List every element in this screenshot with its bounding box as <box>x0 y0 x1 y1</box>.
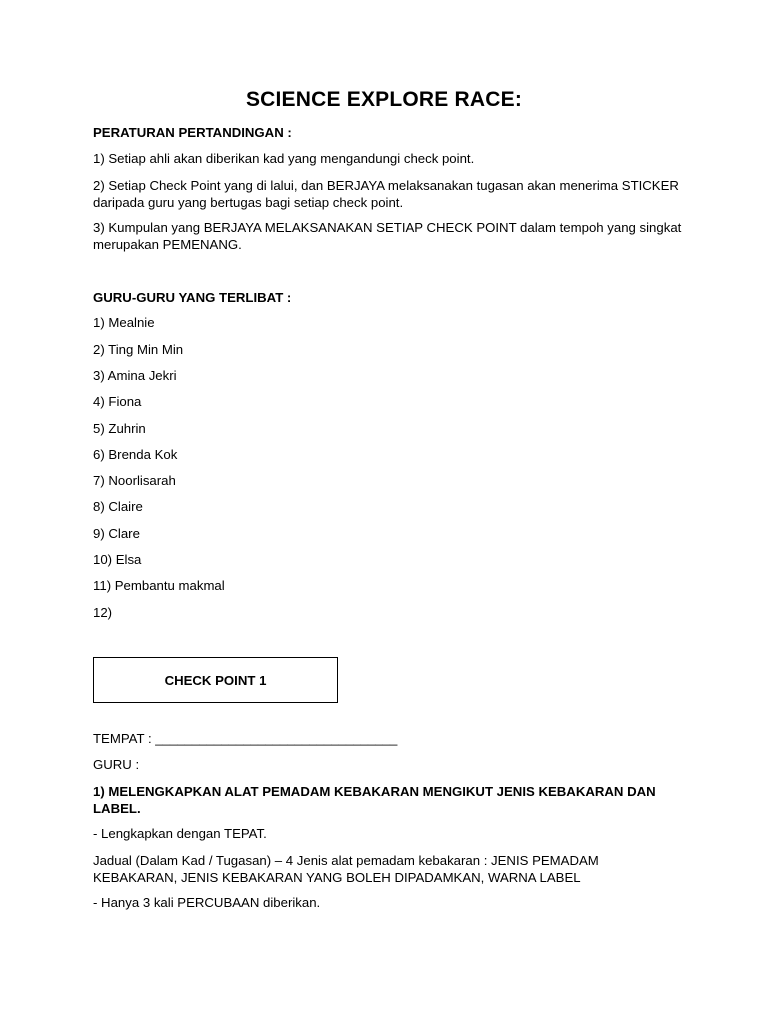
rules-heading: PERATURAN PERTANDINGAN : <box>93 125 292 140</box>
task-note: - Lengkapkan dengan TEPAT. <box>93 826 267 841</box>
page-title: SCIENCE EXPLORE RACE: <box>245 88 523 111</box>
teacher-item: 5) Zuhrin <box>93 421 146 436</box>
teacher-item: 7) Noorlisarah <box>93 473 176 488</box>
rule-item: 2) Setiap Check Point yang di lalui, dan BERJAYA melaksanakan tugasan akan menerima STICKER daripada guru yang bertugas bagi setiap check point. <box>93 178 679 210</box>
tempat-line: TEMPAT : _________________________________ <box>93 731 398 746</box>
teacher-item: 4) Fiona <box>93 394 142 409</box>
teacher-item: 6) Brenda Kok <box>93 447 178 462</box>
teacher-item: 11) Pembantu makmal <box>93 578 225 593</box>
task-heading: 1) MELENGKAPKAN ALAT PEMADAM KEBAKARAN MENGIKUT JENIS KEBAKARAN DAN LABEL. <box>93 784 656 816</box>
teacher-item: 3) Amina Jekri <box>93 368 177 383</box>
teacher-item: 10) Elsa <box>93 552 142 567</box>
rule-item: 1) Setiap ahli akan diberikan kad yang mengandungi check point. <box>93 151 475 166</box>
task-note: - Hanya 3 kali PERCUBAAN diberikan. <box>93 895 321 910</box>
teacher-item: 12) <box>93 605 113 620</box>
checkpoint-box <box>93 657 338 703</box>
teacher-item: 2) Ting Min Min <box>93 342 184 357</box>
teacher-item: 8) Claire <box>93 499 143 514</box>
task-note: Jadual (Dalam Kad / Tugasan) – 4 Jenis alat pemadam kebakaran : JENIS PEMADAM KEBAKARAN, JENIS KEBAKARAN YANG BOLEH DIPADAMKAN, WARNA LABEL <box>93 853 599 885</box>
guru-line: GURU : <box>93 757 140 772</box>
teachers-heading: GURU-GURU YANG TERLIBAT : <box>93 290 292 305</box>
teacher-item: 1) Mealnie <box>93 315 155 330</box>
rule-item: 3) Kumpulan yang BERJAYA MELAKSANAKAN SETIAP CHECK POINT dalam tempoh yang singkat merupakan PEMENANG. <box>93 220 682 252</box>
checkpoint-label: CHECK POINT 1 <box>164 672 267 688</box>
teacher-item: 9) Clare <box>93 526 140 541</box>
